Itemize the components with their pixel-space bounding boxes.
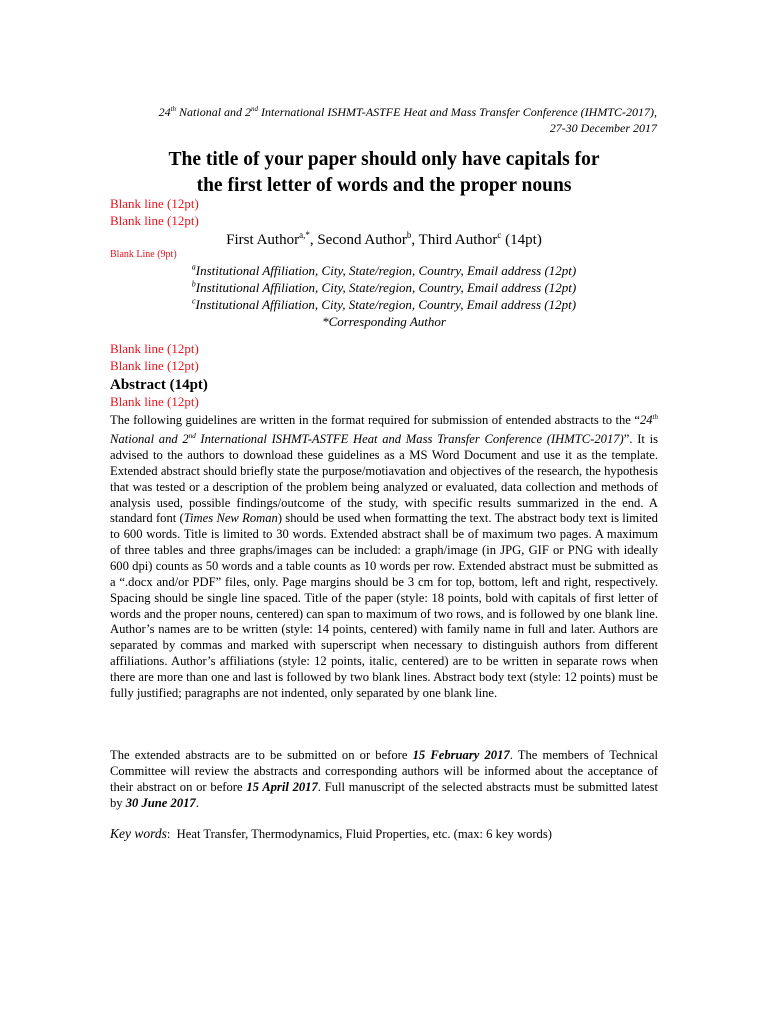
blank-line-note: Blank line (12pt)	[110, 196, 199, 211]
acceptance-date: 15 April 2017	[246, 779, 318, 794]
conference-header-line-1: 24th National and 2nd International ISHMT-ASTFE Heat and Mass Transfer Conference (IHMTC-2017),	[158, 105, 657, 119]
affiliation-c: $^c$Institutional Affiliation, City, State/region, Country, Email address (12pt)	[191, 296, 577, 312]
paper-title	[108, 147, 660, 199]
affiliation-b: $^b$Institutional Affiliation, City, State/region, Country, Email address (12pt)	[191, 279, 577, 295]
keywords-label: Key words	[110, 826, 167, 841]
title-line-2: the first letter of words and the proper nouns	[196, 175, 572, 196]
blank-line-note: Blank line (12pt)	[110, 358, 199, 373]
blank-line-note: Blank line (12pt)	[110, 394, 199, 409]
second-author: , Second Author	[309, 232, 407, 248]
first-author: First Author	[226, 232, 300, 248]
affiliation-a: $^a$Institutional Affiliation, City, State/region, Country, Email address (12pt)	[191, 262, 577, 278]
keywords-text: Heat Transfer, Thermodynamics, Fluid Properties, etc. (max: 6 key words)	[170, 827, 552, 841]
blank-line-note: Blank line (12pt)	[110, 341, 199, 356]
manuscript-deadline-date: 30 June 2017	[125, 795, 196, 810]
conference-dates: 27-30 December 2017	[549, 121, 657, 135]
conference-header	[97, 101, 657, 136]
affiliations	[100, 262, 668, 330]
keywords-line: Key words: Heat Transfer, Thermodynamics, Fluid Properties, etc. (max: 6 key words)	[110, 826, 552, 841]
abstract-paragraph-1: The following guidelines are written in the format required for submission of entended abstracts to the “24th National and 2nd International ISHMT-ASTFE Heat and Mass Transfer Conference (IHMTC-2017)”. It is advised to the authors to download these guidelines as a MS Word Document and use it as the template. Extended abstract should briefly state the purpose/motiavation and objectives of the research, the hypothesis that was tested or a description of the problem being analyzed or evaluated, data collection and methods of analysis used, possible findings/outcome of the study, with specific results summarized in the end. A standard font (Times New Roman) should be used when formatting the text. The abstract body text is limited to 600 words. Title is limited to 30 words. Extended abstract shall be of maximum two pages. A maximum of three tables and three graphs/images can be included: a graph/image (in JPG, GIF or PNG with ideally 600 dpi) counts as 50 words and a table counts as 10 words per row. Extended abstract must be submitted as a “.docx and/or PDF” files, only. Page margins should be 3 cm for top, bottom, left and right, respectively. Spacing should be single line spaced. Title of the paper (style: 18 points, bold with capitals of first letter of words and the proper nouns, centered) can span to maximum of two rows, and is followed by one blank line. Author’s names are to be written (style: 14 points, centered) with family name in full and later. Authors are separated by commas and marked with superscript when necessary to distinguish authors from different affiliations. Author’s affiliations (style: 12 points, italic, centered) are to be written in separate rows when there are more than one and last is followed by two blank lines. Abstract body text (style: 12 points) must be fully justified; paragraphs are not indented, only separated by one blank line.	[110, 413, 658, 700]
abstract-heading: Abstract (14pt)	[110, 377, 208, 393]
corresponding-author-note: *Corresponding Author	[322, 314, 446, 329]
blank-line-note: Blank line (12pt)	[110, 213, 199, 228]
abstract-paragraph-2: The extended abstracts are to be submitted on or before 15 February 2017. The members of Technical Committee will review the abstracts and corresponding authors will be informed about the acceptance of their abstract on or before 15 April 2017. Full manuscript of the selected abstracts must be submitted latest by 30 June 2017.	[110, 748, 658, 810]
title-line-1: The title of your paper should only have capitals for	[168, 149, 600, 170]
author-list: First Author$^{a,*}$, Second Author$^b$, Third Author$^c$ (14pt)	[226, 230, 542, 248]
blank-line-note: Blank Line (9pt)	[110, 249, 177, 260]
abstract-deadline-date: 15 February 2017	[412, 748, 510, 762]
third-author: , Third Author	[411, 232, 498, 248]
